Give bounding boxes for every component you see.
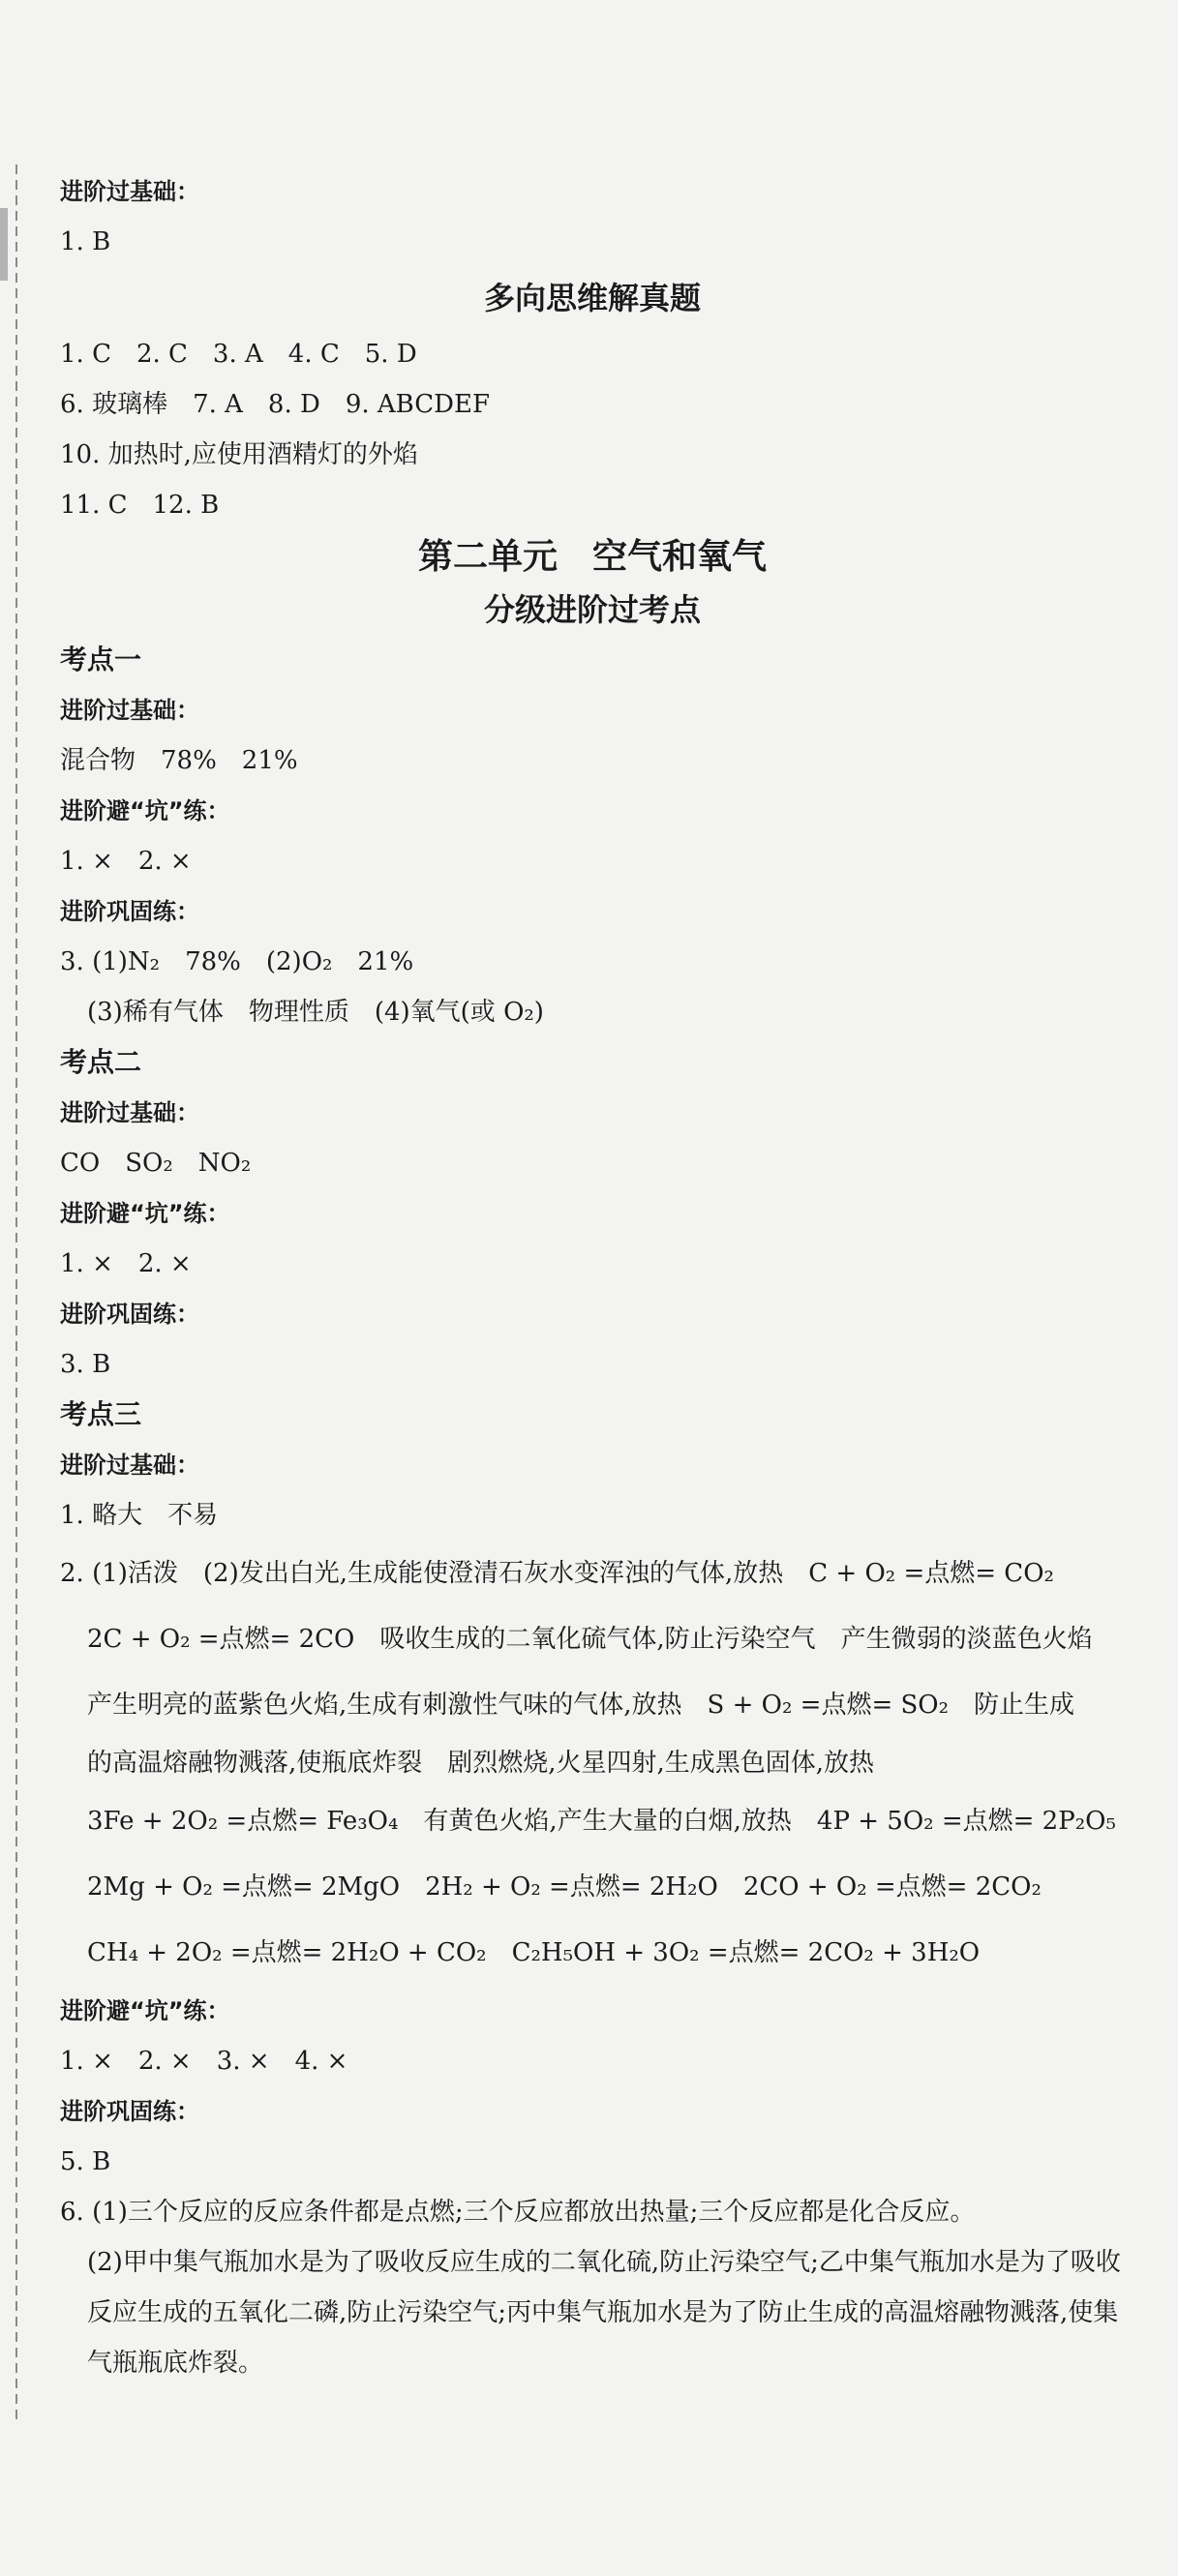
subheading: 进阶巩固练： <box>60 898 199 925</box>
answer-line: 10. 加热时,应使用酒精灯的外焰 <box>60 440 418 469</box>
kaodian-3-title: 考点三 <box>60 1398 142 1430</box>
subheading: 进阶避“坑”练： <box>60 1200 230 1227</box>
unit-subtitle: 分级进阶过考点 <box>483 591 701 628</box>
answer-paragraph: (2)甲中集气瓶加水是为了吸收反应生成的二氧化硫,防止污染空气;乙中集气瓶加水是为了吸收反应生成的五氧化二磷,防止污染空气;丙中集气瓶加水是为了防止生成的高温熔融物溅落,使集气瓶瓶底炸裂。 <box>87 2248 1121 2378</box>
unit-title: 第二单元 空气和氧气 <box>417 537 767 577</box>
subheading: 进阶过基础： <box>60 1452 199 1479</box>
subheading: 进阶巩固练： <box>60 2098 199 2125</box>
answer-page <box>60 166 1125 2388</box>
answer-line: 1. × 2. × 3. × 4. × <box>60 2047 348 2076</box>
subheading: 进阶过基础： <box>60 178 199 205</box>
kaodian-2-title: 考点二 <box>60 1046 142 1078</box>
subheading: 进阶过基础： <box>60 1099 199 1126</box>
equation-line: CH₄ + 2O₂ =点燃= 2H₂O + CO₂ C₂H₅OH + 3O₂ =点燃= 2CO₂ + 3H₂O <box>87 1938 981 1967</box>
equation-line: 3Fe + 2O₂ =点燃= Fe₃O₄ 有黄色火焰,产生大量的白烟,放热 4P + 5O₂ =点燃= 2P₂O₅ <box>87 1807 1116 1836</box>
answer-line: 3. (1)N₂ 78% (2)O₂ 21% <box>60 947 414 976</box>
subheading: 进阶巩固练： <box>60 1301 199 1328</box>
answer-line: CO SO₂ NO₂ <box>60 1149 252 1178</box>
equation-line: 2Mg + O₂ =点燃= 2MgO 2H₂ + O₂ =点燃= 2H₂O 2CO + O₂ =点燃= 2CO₂ <box>87 1872 1042 1902</box>
answer-line: 3. B <box>60 1350 111 1379</box>
equation-line: 产生明亮的蓝紫色火焰,生成有刺激性气味的气体,放热 S + O₂ =点燃= SO₂ 防止生成 <box>87 1691 1075 1720</box>
answer-line: 1. C 2. C 3. A 4. C 5. D <box>60 340 417 369</box>
binding-margin-line <box>15 165 17 2419</box>
answer-line: (3)稀有气体 物理性质 (4)氧气(或 O₂) <box>87 998 544 1027</box>
equation-line: 2C + O₂ =点燃= 2CO 吸收生成的二氧化硫气体,防止污染空气 产生微弱的淡蓝色火焰 <box>87 1625 1093 1654</box>
subheading: 进阶过基础： <box>60 697 199 724</box>
binding-tab-marker <box>0 208 8 281</box>
subheading: 进阶避“坑”练： <box>60 1997 230 2024</box>
answer-line: 2. (1)活泼 (2)发出白光,生成能使澄清石灰水变浑浊的气体,放热 C + O₂ =点燃= CO₂ <box>60 1559 1054 1588</box>
answer-line: 11. C 12. B <box>60 491 220 520</box>
answer-line: 5. B <box>60 2147 111 2176</box>
answer-line: 1. × 2. × <box>60 847 192 876</box>
answer-line: 混合物 78% 21% <box>60 746 298 775</box>
answer-line: 6. (1)三个反应的反应条件都是点燃;三个反应都放出热量;三个反应都是化合反应。 <box>60 2198 976 2227</box>
section-title: 多向思维解真题 <box>483 280 701 316</box>
answer-line: 的高温熔融物溅落,使瓶底炸裂 剧烈燃烧,火星四射,生成黑色固体,放热 <box>87 1749 875 1778</box>
answer-line: 1. × 2. × <box>60 1249 192 1278</box>
subheading: 进阶避“坑”练： <box>60 797 230 824</box>
kaodian-1-title: 考点一 <box>60 644 142 675</box>
answer-line: 1. B <box>60 227 111 256</box>
answer-line: 6. 玻璃棒 7. A 8. D 9. ABCDEF <box>60 390 491 419</box>
answer-line: 1. 略大 不易 <box>60 1501 219 1530</box>
